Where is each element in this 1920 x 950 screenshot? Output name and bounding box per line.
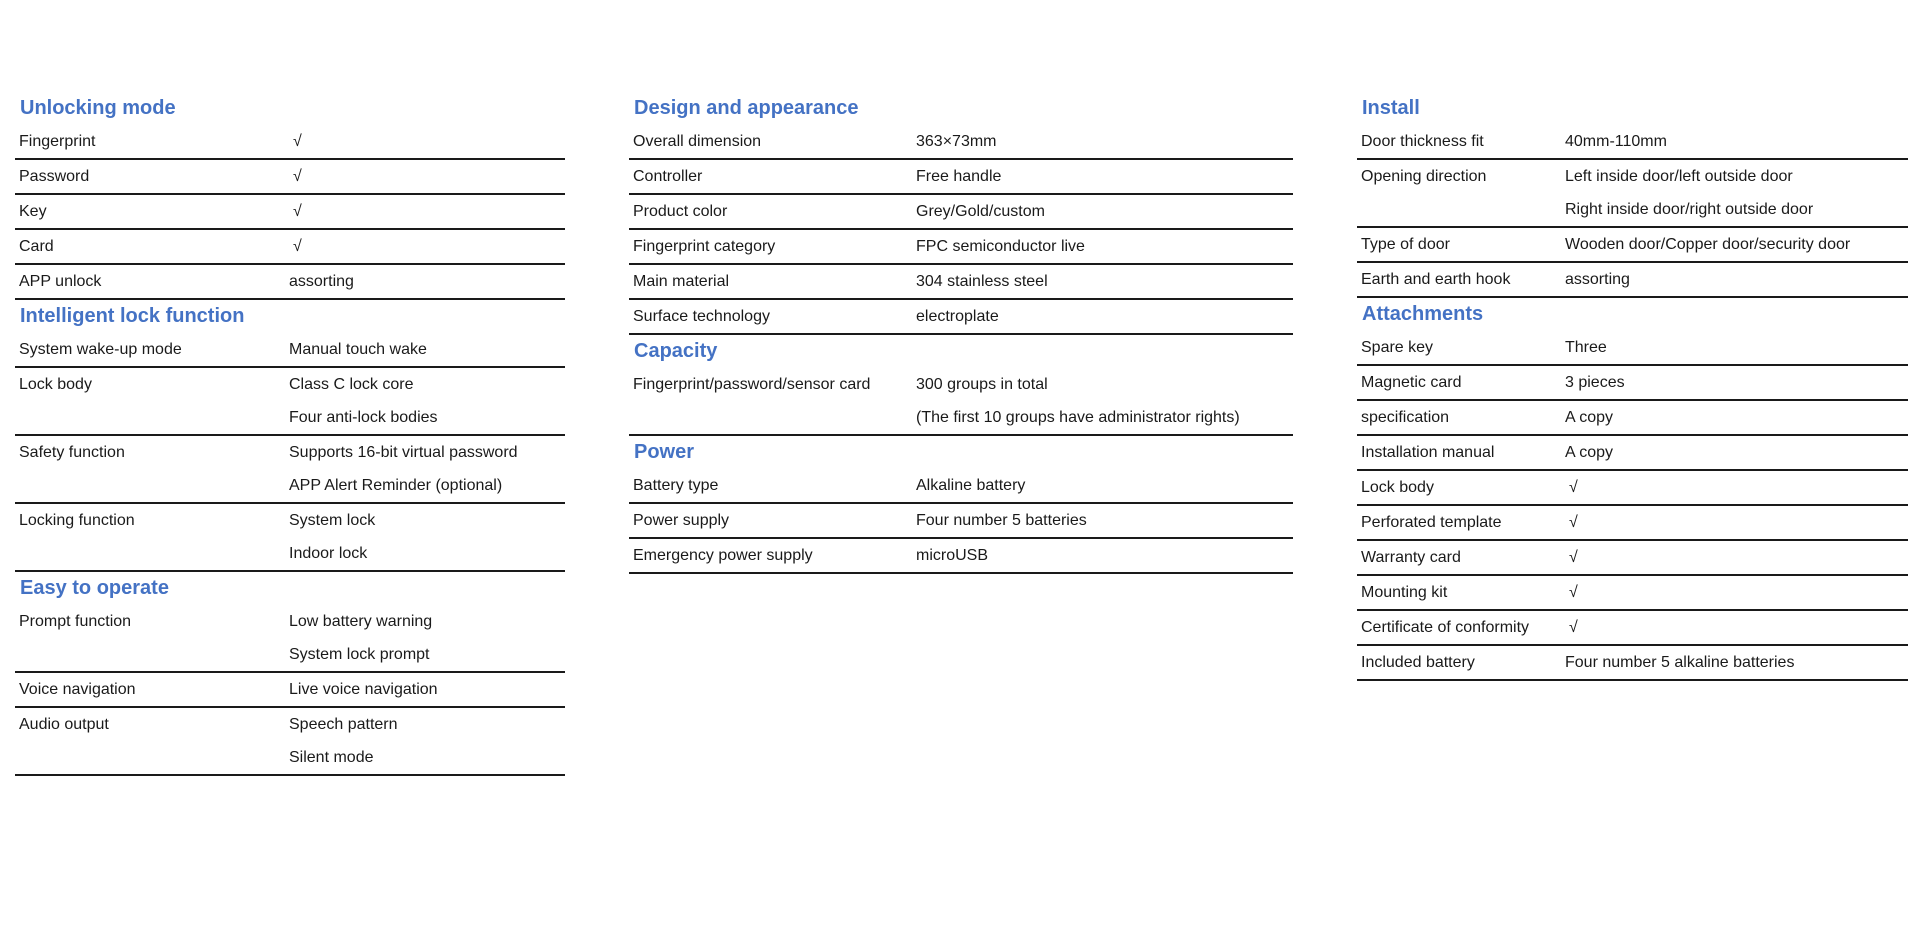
spec-value: APP Alert Reminder (optional) — [289, 477, 503, 494]
spec-label: Locking function — [19, 512, 135, 529]
spec-section-intelligent-lock-function — [15, 300, 565, 572]
spec-section-design-and-appearance — [629, 92, 1293, 335]
spec-values — [289, 436, 565, 502]
check-mark: √ — [1569, 479, 1578, 496]
spec-value: microUSB — [916, 547, 989, 564]
spec-value: Indoor lock — [289, 545, 368, 562]
section-title: Power — [634, 441, 695, 463]
spec-row — [15, 125, 565, 160]
spec-values — [1565, 471, 1908, 504]
spec-label: Overall dimension — [633, 133, 762, 150]
spec-row — [1357, 160, 1908, 228]
spec-value: Four number 5 alkaline batteries — [1565, 654, 1795, 671]
spec-label: Prompt function — [19, 613, 132, 630]
spec-values — [1565, 541, 1908, 574]
spec-row — [629, 368, 1293, 436]
spec-value: FPC semiconductor live — [916, 238, 1085, 255]
check-mark: √ — [1569, 619, 1578, 636]
spec-row — [629, 300, 1293, 335]
spec-values — [289, 605, 565, 671]
spec-values — [1565, 576, 1908, 609]
spec-label: Magnetic card — [1361, 374, 1462, 391]
spec-label: Surface technology — [633, 308, 770, 325]
section-title: Easy to operate — [20, 577, 169, 599]
spec-label: Certificate of conformity — [1361, 619, 1530, 636]
spec-label: Lock body — [19, 376, 92, 393]
spec-value: Class C lock core — [289, 376, 414, 393]
spec-label: Safety function — [19, 444, 125, 461]
spec-label: Password — [19, 168, 90, 185]
spec-label: Fingerprint/password/sensor card — [633, 376, 871, 393]
spec-value: Alkaline battery — [916, 477, 1026, 494]
section-title: Capacity — [634, 340, 718, 362]
section-title: Unlocking mode — [20, 97, 176, 119]
spec-row — [15, 436, 565, 504]
spec-row — [15, 673, 565, 708]
spec-value: Silent mode — [289, 749, 374, 766]
spec-value: Speech pattern — [289, 716, 398, 733]
spec-label: Door thickness fit — [1361, 133, 1484, 150]
spec-row — [1357, 366, 1908, 401]
spec-label: Type of door — [1361, 236, 1450, 253]
spec-values — [1565, 401, 1908, 434]
check-mark: √ — [293, 168, 302, 185]
spec-row — [15, 160, 565, 195]
spec-label: Lock body — [1361, 479, 1434, 496]
spec-section-power — [629, 436, 1293, 574]
spec-label: Controller — [633, 168, 703, 185]
spec-section-install — [1357, 92, 1908, 298]
spec-label: Spare key — [1361, 339, 1434, 356]
spec-label: Included battery — [1361, 654, 1475, 671]
spec-values — [1565, 611, 1908, 644]
spec-value: Right inside door/right outside door — [1565, 201, 1814, 218]
spec-values — [916, 539, 1293, 572]
spec-row — [1357, 228, 1908, 263]
spec-value: Manual touch wake — [289, 341, 427, 358]
spec-value: 304 stainless steel — [916, 273, 1048, 290]
spec-row — [1357, 401, 1908, 436]
spec-row — [629, 539, 1293, 574]
spec-column-1 — [15, 92, 565, 776]
spec-value: 40mm-110mm — [1565, 133, 1667, 150]
spec-row — [629, 125, 1293, 160]
spec-value: System lock prompt — [289, 646, 430, 663]
check-mark: √ — [1569, 514, 1578, 531]
spec-value: Four anti-lock bodies — [289, 409, 438, 426]
spec-values — [289, 230, 565, 263]
spec-values — [289, 160, 565, 193]
spec-label: Battery type — [633, 477, 719, 494]
spec-values — [289, 195, 565, 228]
spec-value: 3 pieces — [1565, 374, 1625, 391]
spec-section-unlocking-mode — [15, 92, 565, 300]
spec-row — [1357, 576, 1908, 611]
spec-value: (The first 10 groups have administrator rights) — [916, 409, 1240, 426]
spec-label: specification — [1361, 409, 1450, 426]
spec-value: Free handle — [916, 168, 1002, 185]
spec-value: Three — [1565, 339, 1607, 356]
spec-values — [1565, 506, 1908, 539]
spec-values — [1565, 646, 1908, 679]
spec-row — [15, 195, 565, 230]
spec-row — [629, 469, 1293, 504]
spec-row — [15, 708, 565, 776]
spec-row — [1357, 611, 1908, 646]
spec-value: 363×73mm — [916, 133, 997, 150]
spec-values — [1565, 331, 1908, 364]
spec-values — [916, 125, 1293, 158]
spec-value: Grey/Gold/custom — [916, 203, 1045, 220]
spec-label: Main material — [633, 273, 730, 290]
spec-values — [916, 230, 1293, 263]
spec-value: assorting — [1565, 271, 1630, 288]
spec-column-3 — [1357, 92, 1908, 681]
section-title: Design and appearance — [634, 97, 859, 119]
spec-label: Fingerprint category — [633, 238, 776, 255]
check-mark: √ — [1569, 549, 1578, 566]
spec-value: Four number 5 batteries — [916, 512, 1087, 529]
spec-values — [289, 333, 565, 366]
spec-values — [1565, 263, 1908, 296]
check-mark: √ — [293, 238, 302, 255]
spec-row — [1357, 646, 1908, 681]
spec-values — [916, 469, 1293, 502]
spec-values — [916, 265, 1293, 298]
spec-value: A copy — [1565, 444, 1614, 461]
spec-label: Card — [19, 238, 54, 255]
spec-values — [916, 504, 1293, 537]
spec-values — [916, 160, 1293, 193]
spec-row — [15, 368, 565, 436]
spec-row — [1357, 125, 1908, 160]
spec-value: Left inside door/left outside door — [1565, 168, 1793, 185]
spec-values — [289, 265, 565, 298]
spec-row — [15, 265, 565, 300]
spec-row — [629, 160, 1293, 195]
spec-row — [629, 195, 1293, 230]
spec-row — [15, 333, 565, 368]
spec-column-2 — [629, 92, 1293, 574]
spec-values — [1565, 366, 1908, 399]
check-mark: √ — [293, 203, 302, 220]
spec-section-attachments — [1357, 298, 1908, 681]
spec-row — [1357, 541, 1908, 576]
spec-row — [1357, 331, 1908, 366]
spec-label: Voice navigation — [19, 681, 136, 698]
spec-label: System wake-up mode — [19, 341, 182, 358]
check-mark: √ — [293, 133, 302, 150]
spec-value: electroplate — [916, 308, 999, 325]
spec-value: Low battery warning — [289, 613, 433, 630]
spec-value: Wooden door/Copper door/security door — [1565, 236, 1851, 253]
spec-row — [15, 230, 565, 265]
spec-values — [289, 504, 565, 570]
spec-label: Power supply — [633, 512, 730, 529]
section-title: Attachments — [1362, 303, 1484, 325]
spec-row — [1357, 436, 1908, 471]
spec-section-easy-to-operate — [15, 572, 565, 776]
spec-label: Warranty card — [1361, 549, 1461, 566]
spec-row — [1357, 506, 1908, 541]
spec-value: A copy — [1565, 409, 1614, 426]
spec-section-capacity — [629, 335, 1293, 436]
spec-values — [916, 195, 1293, 228]
spec-values — [1565, 160, 1908, 226]
spec-label: Opening direction — [1361, 168, 1487, 185]
spec-row — [15, 605, 565, 673]
spec-row — [629, 265, 1293, 300]
section-title: Install — [1362, 97, 1420, 119]
spec-value: assorting — [289, 273, 354, 290]
spec-values — [289, 368, 565, 434]
check-mark: √ — [1569, 584, 1578, 601]
spec-row — [15, 504, 565, 572]
spec-label: Mounting kit — [1361, 584, 1448, 601]
spec-values — [1565, 125, 1908, 158]
spec-values — [916, 368, 1293, 434]
spec-value: System lock — [289, 512, 376, 529]
spec-label: Emergency power supply — [633, 547, 813, 564]
spec-row — [629, 230, 1293, 265]
spec-values — [1565, 436, 1908, 469]
spec-label: Key — [19, 203, 47, 220]
spec-values — [289, 125, 565, 158]
spec-label: APP unlock — [19, 273, 102, 290]
spec-row — [629, 504, 1293, 539]
spec-label: Product color — [633, 203, 728, 220]
spec-value: Supports 16-bit virtual password — [289, 444, 518, 461]
spec-values — [289, 673, 565, 706]
spec-label: Perforated template — [1361, 514, 1502, 531]
spec-values — [1565, 228, 1908, 261]
spec-value: Live voice navigation — [289, 681, 438, 698]
spec-values — [289, 708, 565, 774]
spec-row — [1357, 471, 1908, 506]
spec-label: Fingerprint — [19, 133, 96, 150]
section-title: Intelligent lock function — [20, 305, 245, 327]
spec-row — [1357, 263, 1908, 298]
spec-label: Audio output — [19, 716, 109, 733]
spec-value: 300 groups in total — [916, 376, 1048, 393]
spec-label: Installation manual — [1361, 444, 1495, 461]
spec-label: Earth and earth hook — [1361, 271, 1511, 288]
spec-values — [916, 300, 1293, 333]
